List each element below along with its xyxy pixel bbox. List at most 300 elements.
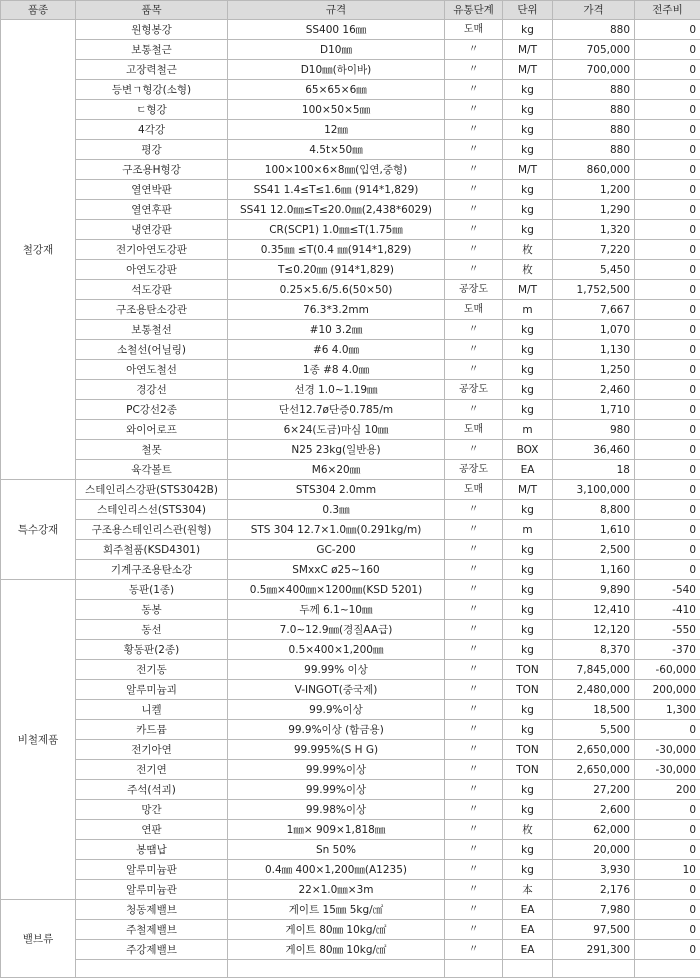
distribution-cell: 〃 xyxy=(445,880,503,900)
item-cell: 스테인리스강판(STS3042B) xyxy=(76,480,228,500)
table-row xyxy=(1,660,700,680)
table-row xyxy=(1,360,700,380)
price-cell xyxy=(553,960,635,978)
distribution-cell: 〃 xyxy=(445,100,503,120)
unit-cell: M/T xyxy=(503,60,553,80)
price-cell: 2,650,000 xyxy=(553,760,635,780)
distribution-cell: 〃 xyxy=(445,160,503,180)
distribution-cell: 〃 xyxy=(445,340,503,360)
spec-cell: 12㎜ xyxy=(228,120,445,140)
distribution-cell: 〃 xyxy=(445,740,503,760)
price-cell: 18 xyxy=(553,460,635,480)
category-cell: 비철제품 xyxy=(1,580,76,900)
price-cell: 7,980 xyxy=(553,900,635,920)
price-cell: 2,176 xyxy=(553,880,635,900)
distribution-cell xyxy=(445,960,503,978)
header-category: 품종 xyxy=(1,1,76,20)
table-row xyxy=(1,20,700,40)
item-cell: 전기아연 xyxy=(76,740,228,760)
price-cell: 1,250 xyxy=(553,360,635,380)
item-cell: 와이어로프 xyxy=(76,420,228,440)
table-row xyxy=(1,280,700,300)
price-cell: 36,460 xyxy=(553,440,635,460)
spec-cell: 99.98%이상 xyxy=(228,800,445,820)
price-cell: 3,100,000 xyxy=(553,480,635,500)
price-cell: 1,710 xyxy=(553,400,635,420)
item-cell: 봉땜납 xyxy=(76,840,228,860)
unit-cell: kg xyxy=(503,200,553,220)
unit-cell: TON xyxy=(503,740,553,760)
distribution-cell: 〃 xyxy=(445,500,503,520)
distribution-cell: 〃 xyxy=(445,940,503,960)
change-cell: 0 xyxy=(635,300,700,320)
category-cell: 철강재 xyxy=(1,20,76,480)
price-cell: 2,500 xyxy=(553,540,635,560)
spec-cell: 두께 6.1~10㎜ xyxy=(228,600,445,620)
change-cell: 10 xyxy=(635,860,700,880)
distribution-cell: 〃 xyxy=(445,180,503,200)
distribution-cell: 공장도 xyxy=(445,460,503,480)
price-cell: 8,370 xyxy=(553,640,635,660)
table-row xyxy=(1,880,700,900)
change-cell: 0 xyxy=(635,420,700,440)
table-row xyxy=(1,40,700,60)
price-cell: 880 xyxy=(553,120,635,140)
unit-cell: kg xyxy=(503,220,553,240)
unit-cell: 枚 xyxy=(503,240,553,260)
spec-cell: M6×20㎜ xyxy=(228,460,445,480)
spec-cell: 99.99%이상 xyxy=(228,780,445,800)
unit-cell: kg xyxy=(503,500,553,520)
unit-cell: kg xyxy=(503,560,553,580)
table-row xyxy=(1,740,700,760)
change-cell: 0 xyxy=(635,220,700,240)
table-row xyxy=(1,320,700,340)
item-cell: 주석(석괴) xyxy=(76,780,228,800)
price-cell: 1,610 xyxy=(553,520,635,540)
unit-cell: kg xyxy=(503,720,553,740)
change-cell: 0 xyxy=(635,120,700,140)
spec-cell: 99.9%이상 (함금용) xyxy=(228,720,445,740)
item-cell: PC강선2종 xyxy=(76,400,228,420)
price-cell: 5,500 xyxy=(553,720,635,740)
change-cell: 0 xyxy=(635,200,700,220)
price-cell: 18,500 xyxy=(553,700,635,720)
table-row xyxy=(1,960,700,978)
item-cell: 구조용스테인리스관(원형) xyxy=(76,520,228,540)
table-row xyxy=(1,860,700,880)
change-cell: 0 xyxy=(635,240,700,260)
spec-cell: 0.4㎜ 400×1,200㎜(A1235) xyxy=(228,860,445,880)
item-cell: 철못 xyxy=(76,440,228,460)
item-cell: 보통철선 xyxy=(76,320,228,340)
spec-cell: Sn 50% xyxy=(228,840,445,860)
item-cell: 니켈 xyxy=(76,700,228,720)
spec-cell: 100×50×5㎜ xyxy=(228,100,445,120)
item-cell: 알루미늄판 xyxy=(76,860,228,880)
spec-cell: 0.25×5.6/5.6(50×50) xyxy=(228,280,445,300)
spec-cell: 7.0~12.9㎜(경질AA급) xyxy=(228,620,445,640)
spec-cell: 4.5t×50㎜ xyxy=(228,140,445,160)
unit-cell: m xyxy=(503,520,553,540)
unit-cell: TON xyxy=(503,680,553,700)
unit-cell: TON xyxy=(503,760,553,780)
unit-cell: EA xyxy=(503,460,553,480)
item-cell: 회주철품(KSD4301) xyxy=(76,540,228,560)
spec-cell: 99.9%이상 xyxy=(228,700,445,720)
unit-cell: M/T xyxy=(503,160,553,180)
table-row xyxy=(1,720,700,740)
spec-cell: T≤0.20㎜ (914*1,829) xyxy=(228,260,445,280)
unit-cell: EA xyxy=(503,940,553,960)
table-row xyxy=(1,180,700,200)
price-cell: 8,800 xyxy=(553,500,635,520)
unit-cell: kg xyxy=(503,860,553,880)
unit-cell: m xyxy=(503,300,553,320)
header-price: 가격 xyxy=(553,1,635,20)
item-cell: 석도강판 xyxy=(76,280,228,300)
item-cell: 알루미늄괴 xyxy=(76,680,228,700)
change-cell: 200,000 xyxy=(635,680,700,700)
change-cell: 0 xyxy=(635,180,700,200)
change-cell: 0 xyxy=(635,460,700,480)
price-cell: 2,480,000 xyxy=(553,680,635,700)
distribution-cell: 〃 xyxy=(445,200,503,220)
unit-cell: kg xyxy=(503,840,553,860)
item-cell: 전기연 xyxy=(76,760,228,780)
distribution-cell: 공장도 xyxy=(445,280,503,300)
distribution-cell: 〃 xyxy=(445,400,503,420)
table-row xyxy=(1,580,700,600)
item-cell: 고장력철근 xyxy=(76,60,228,80)
distribution-cell: 〃 xyxy=(445,640,503,660)
change-cell: -30,000 xyxy=(635,760,700,780)
item-cell: 4각강 xyxy=(76,120,228,140)
price-cell: 7,667 xyxy=(553,300,635,320)
spec-cell: 22×1.0㎜×3m xyxy=(228,880,445,900)
spec-cell: V-INGOT(중국제) xyxy=(228,680,445,700)
item-cell: 동봉 xyxy=(76,600,228,620)
category-cell: 밸브류 xyxy=(1,900,76,978)
change-cell: 0 xyxy=(635,920,700,940)
distribution-cell: 〃 xyxy=(445,240,503,260)
spec-cell: 100×100×6×8㎜(입연,중형) xyxy=(228,160,445,180)
spec-cell: SS41 1.4≤T≤1.6㎜ (914*1,829) xyxy=(228,180,445,200)
price-cell: 1,200 xyxy=(553,180,635,200)
item-cell: 카드뮴 xyxy=(76,720,228,740)
change-cell: 0 xyxy=(635,160,700,180)
unit-cell: kg xyxy=(503,700,553,720)
table-row xyxy=(1,240,700,260)
item-cell: 청동제밸브 xyxy=(76,900,228,920)
change-cell: 0 xyxy=(635,60,700,80)
unit-cell: kg xyxy=(503,400,553,420)
change-cell: 0 xyxy=(635,520,700,540)
price-cell: 1,752,500 xyxy=(553,280,635,300)
spec-cell xyxy=(228,960,445,978)
table-row xyxy=(1,600,700,620)
change-cell: 0 xyxy=(635,40,700,60)
unit-cell: kg xyxy=(503,640,553,660)
spec-cell: 99.99%이상 xyxy=(228,760,445,780)
table-row xyxy=(1,260,700,280)
spec-cell: 76.3*3.2mm xyxy=(228,300,445,320)
spec-cell: 0.5㎜×400㎜×1200㎜(KSD 5201) xyxy=(228,580,445,600)
spec-cell: 0.3㎜ xyxy=(228,500,445,520)
table-row xyxy=(1,220,700,240)
distribution-cell: 〃 xyxy=(445,80,503,100)
item-cell: 동선 xyxy=(76,620,228,640)
unit-cell: kg xyxy=(503,580,553,600)
table-row xyxy=(1,200,700,220)
unit-cell: kg xyxy=(503,180,553,200)
spec-cell: 게이트 80㎜ 10kg/㎠ xyxy=(228,920,445,940)
price-cell: 7,220 xyxy=(553,240,635,260)
change-cell: 0 xyxy=(635,340,700,360)
item-cell: 전기동 xyxy=(76,660,228,680)
change-cell: 0 xyxy=(635,560,700,580)
change-cell: 0 xyxy=(635,820,700,840)
price-cell: 9,890 xyxy=(553,580,635,600)
unit-cell: kg xyxy=(503,80,553,100)
change-cell: 0 xyxy=(635,100,700,120)
spec-cell: 선경 1.0~1.19㎜ xyxy=(228,380,445,400)
unit-cell: 本 xyxy=(503,880,553,900)
table-row xyxy=(1,100,700,120)
distribution-cell: 〃 xyxy=(445,900,503,920)
change-cell: 1,300 xyxy=(635,700,700,720)
item-cell: 소철선(어닐링) xyxy=(76,340,228,360)
price-cell: 2,650,000 xyxy=(553,740,635,760)
spec-cell: N25 23kg(일반용) xyxy=(228,440,445,460)
table-row xyxy=(1,300,700,320)
table-row xyxy=(1,120,700,140)
price-cell: 860,000 xyxy=(553,160,635,180)
table-row xyxy=(1,640,700,660)
distribution-cell: 〃 xyxy=(445,220,503,240)
item-cell: 육각볼트 xyxy=(76,460,228,480)
price-cell: 880 xyxy=(553,20,635,40)
unit-cell: kg xyxy=(503,780,553,800)
unit-cell: TON xyxy=(503,660,553,680)
change-cell: 0 xyxy=(635,140,700,160)
header-unit: 단위 xyxy=(503,1,553,20)
price-cell: 7,845,000 xyxy=(553,660,635,680)
table-row xyxy=(1,80,700,100)
distribution-cell: 〃 xyxy=(445,680,503,700)
table-row xyxy=(1,540,700,560)
change-cell: 0 xyxy=(635,720,700,740)
change-cell: 0 xyxy=(635,800,700,820)
table-row xyxy=(1,900,700,920)
distribution-cell: 〃 xyxy=(445,600,503,620)
item-cell: 냉연강판 xyxy=(76,220,228,240)
change-cell: 0 xyxy=(635,440,700,460)
distribution-cell: 〃 xyxy=(445,920,503,940)
spec-cell: GC-200 xyxy=(228,540,445,560)
price-cell: 1,070 xyxy=(553,320,635,340)
table-row xyxy=(1,500,700,520)
distribution-cell: 〃 xyxy=(445,120,503,140)
unit-cell: m xyxy=(503,420,553,440)
unit-cell: kg xyxy=(503,600,553,620)
spec-cell: 게이트 80㎜ 10kg/㎠ xyxy=(228,940,445,960)
item-cell: 전기아연도강판 xyxy=(76,240,228,260)
price-cell: 980 xyxy=(553,420,635,440)
price-cell: 1,130 xyxy=(553,340,635,360)
table-body xyxy=(1,20,700,978)
price-cell: 2,460 xyxy=(553,380,635,400)
price-cell: 12,410 xyxy=(553,600,635,620)
table-row xyxy=(1,620,700,640)
category-cell: 특수강재 xyxy=(1,480,76,580)
unit-cell xyxy=(503,960,553,978)
distribution-cell: 〃 xyxy=(445,260,503,280)
distribution-cell: 〃 xyxy=(445,660,503,680)
change-cell: 0 xyxy=(635,80,700,100)
item-cell: 알루미늄관 xyxy=(76,880,228,900)
item-cell: 황동판(2종) xyxy=(76,640,228,660)
distribution-cell: 〃 xyxy=(445,520,503,540)
table-row xyxy=(1,840,700,860)
item-cell: 원형봉강 xyxy=(76,20,228,40)
item-cell: 열연박판 xyxy=(76,180,228,200)
item-cell: 등변ㄱ형강(소형) xyxy=(76,80,228,100)
table-row xyxy=(1,700,700,720)
table-row xyxy=(1,420,700,440)
table-row xyxy=(1,400,700,420)
change-cell: 0 xyxy=(635,360,700,380)
distribution-cell: 도매 xyxy=(445,300,503,320)
table-row xyxy=(1,560,700,580)
change-cell: 0 xyxy=(635,840,700,860)
spec-cell: 0.35㎜ ≤T(0.4 ㎜(914*1,829) xyxy=(228,240,445,260)
unit-cell: kg xyxy=(503,20,553,40)
change-cell: 0 xyxy=(635,480,700,500)
table-row xyxy=(1,820,700,840)
change-cell: -540 xyxy=(635,580,700,600)
change-cell: 0 xyxy=(635,280,700,300)
change-cell: 0 xyxy=(635,880,700,900)
price-cell: 62,000 xyxy=(553,820,635,840)
distribution-cell: 〃 xyxy=(445,780,503,800)
change-cell: 0 xyxy=(635,540,700,560)
unit-cell: kg xyxy=(503,380,553,400)
change-cell: -410 xyxy=(635,600,700,620)
spec-cell: D10㎜ xyxy=(228,40,445,60)
price-cell: 12,120 xyxy=(553,620,635,640)
unit-cell: M/T xyxy=(503,280,553,300)
spec-cell: SS41 12.0㎜≤T≤20.0㎜(2,438*6029) xyxy=(228,200,445,220)
price-cell: 27,200 xyxy=(553,780,635,800)
distribution-cell: 〃 xyxy=(445,820,503,840)
distribution-cell: 〃 xyxy=(445,140,503,160)
table-row xyxy=(1,460,700,480)
item-cell: 연판 xyxy=(76,820,228,840)
change-cell: 0 xyxy=(635,320,700,340)
spec-cell: 99.99% 이상 xyxy=(228,660,445,680)
distribution-cell: 〃 xyxy=(445,440,503,460)
item-cell xyxy=(76,960,228,978)
unit-cell: 枚 xyxy=(503,820,553,840)
table-row xyxy=(1,680,700,700)
header-row xyxy=(1,1,700,20)
distribution-cell: 〃 xyxy=(445,620,503,640)
price-cell: 705,000 xyxy=(553,40,635,60)
table-row xyxy=(1,940,700,960)
distribution-cell: 〃 xyxy=(445,320,503,340)
table-row xyxy=(1,60,700,80)
unit-cell: kg xyxy=(503,620,553,640)
table-row xyxy=(1,480,700,500)
change-cell: 0 xyxy=(635,380,700,400)
change-cell: 200 xyxy=(635,780,700,800)
price-cell: 880 xyxy=(553,80,635,100)
header-item: 품목 xyxy=(76,1,228,20)
price-cell: 97,500 xyxy=(553,920,635,940)
spec-cell: SS400 16㎜ xyxy=(228,20,445,40)
distribution-cell: 〃 xyxy=(445,700,503,720)
table-row xyxy=(1,760,700,780)
change-cell: 0 xyxy=(635,400,700,420)
spec-cell: SMxxC ø25~160 xyxy=(228,560,445,580)
spec-cell: CR(SCP1) 1.0㎜≤T(1.75㎜ xyxy=(228,220,445,240)
distribution-cell: 〃 xyxy=(445,760,503,780)
item-cell: 아연도강판 xyxy=(76,260,228,280)
item-cell: 열연후판 xyxy=(76,200,228,220)
spec-cell: STS 304 12.7×1.0㎜(0.291kg/m) xyxy=(228,520,445,540)
change-cell: 0 xyxy=(635,940,700,960)
price-cell: 880 xyxy=(553,140,635,160)
spec-cell: #6 4.0㎜ xyxy=(228,340,445,360)
spec-cell: 0.5×400×1,200㎜ xyxy=(228,640,445,660)
distribution-cell: 도매 xyxy=(445,480,503,500)
distribution-cell: 〃 xyxy=(445,540,503,560)
item-cell: 보통철근 xyxy=(76,40,228,60)
price-cell: 2,600 xyxy=(553,800,635,820)
price-cell: 291,300 xyxy=(553,940,635,960)
change-cell: 0 xyxy=(635,500,700,520)
change-cell xyxy=(635,960,700,978)
table-row xyxy=(1,140,700,160)
unit-cell: EA xyxy=(503,920,553,940)
table-row xyxy=(1,160,700,180)
item-cell: 주철제밸브 xyxy=(76,920,228,940)
unit-cell: M/T xyxy=(503,40,553,60)
item-cell: 기계구조용탄소강 xyxy=(76,560,228,580)
table-row xyxy=(1,440,700,460)
change-cell: 0 xyxy=(635,20,700,40)
spec-cell: #10 3.2㎜ xyxy=(228,320,445,340)
change-cell: -370 xyxy=(635,640,700,660)
spec-cell: 1㎜× 909×1,818㎜ xyxy=(228,820,445,840)
spec-cell: 99.995%(S H G) xyxy=(228,740,445,760)
unit-cell: M/T xyxy=(503,480,553,500)
change-cell: 0 xyxy=(635,900,700,920)
distribution-cell: 〃 xyxy=(445,580,503,600)
header-distribution: 유통단계 xyxy=(445,1,503,20)
unit-cell: EA xyxy=(503,900,553,920)
distribution-cell: 〃 xyxy=(445,860,503,880)
unit-cell: kg xyxy=(503,340,553,360)
distribution-cell: 〃 xyxy=(445,360,503,380)
item-cell: 구조용탄소강관 xyxy=(76,300,228,320)
item-cell: 주강제밸브 xyxy=(76,940,228,960)
item-cell: ㄷ형강 xyxy=(76,100,228,120)
price-cell: 1,290 xyxy=(553,200,635,220)
distribution-cell: 〃 xyxy=(445,840,503,860)
unit-cell: kg xyxy=(503,100,553,120)
